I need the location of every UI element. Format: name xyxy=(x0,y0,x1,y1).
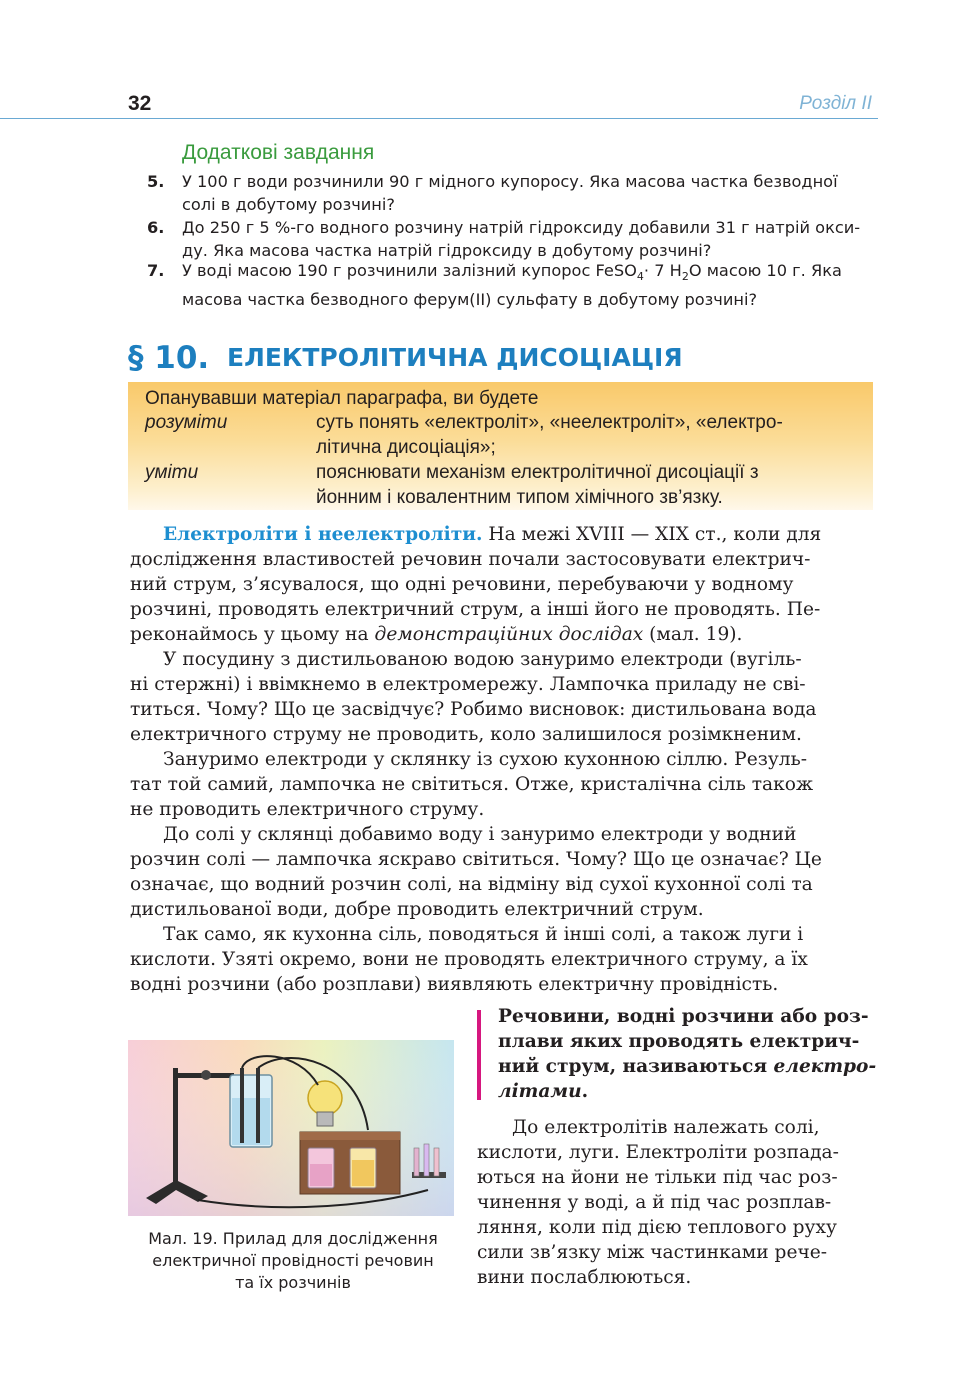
header-divider xyxy=(0,118,878,119)
definition-line: ний струм, називаються електро- xyxy=(498,1056,877,1077)
text-line: кислоти, луги. Електроліти розпада- xyxy=(477,1142,839,1163)
text-line: У посудину з дистильованою водою зануримо електроди (вугіль- xyxy=(163,649,802,670)
task-number: 6. xyxy=(147,218,165,237)
text-line: Так само, як кухонна сіль, поводяться й інші солі, а також луги і xyxy=(163,924,804,945)
goal-label-understand: розуміти xyxy=(145,412,228,433)
caption-line: Мал. 19. Прилад для дослідження xyxy=(148,1229,438,1248)
goal-text: літична дисоціація»; xyxy=(316,437,496,458)
text-line: кислоти. Узяті окремо, вони не проводять електричного струму, а їх xyxy=(130,949,808,970)
text-line: чинення у воді, а й під час розплав- xyxy=(477,1192,832,1213)
text-line: ний струм, з’ясувалося, що одні речовини, перебуваючи у водному xyxy=(130,574,794,595)
task-line: До 250 г 5 %-го водного розчину натрій гідроксиду добавили 31 г натрій окси- xyxy=(182,218,861,237)
text-line: Електроліти і неелектроліти. На межі XVIII — XIX ст., коли для xyxy=(163,524,822,545)
learning-goals-box xyxy=(128,382,873,510)
text-line: До солі у склянці добавимо воду і зануримо електроди у водний xyxy=(163,824,797,845)
text-line: водні розчини (або розплави) виявляють електричну провідність. xyxy=(130,974,779,995)
section-label: Розділ ІІ xyxy=(799,93,872,114)
figure-caption xyxy=(128,1228,458,1294)
caption-line: та їх розчинів xyxy=(235,1273,351,1292)
text-line: ються на йони не тільки під час роз- xyxy=(477,1167,838,1188)
goal-text: пояснювати механізм електролітичної дисоціації з xyxy=(316,462,759,483)
task-number: 5. xyxy=(147,172,165,191)
text-line: означає, що водний розчин солі, на відміну від сухої кухонної солі та xyxy=(130,874,813,895)
text-line: розчині, проводять електричний струм, а інші його не проводять. Пе- xyxy=(130,599,821,620)
definition-line: літами. xyxy=(498,1081,589,1102)
paragraph-heading xyxy=(128,340,683,376)
subheading-electrolytes: Електроліти і неелектроліти. xyxy=(163,524,483,545)
definition-line: плави яких проводять електрич- xyxy=(498,1031,860,1052)
task-line: У 100 г води розчинили 90 г мідного купоросу. Яка масова частка безводної xyxy=(182,172,838,191)
task-line: масова частка безводного ферум(ІІ) сульфату в добутому розчині? xyxy=(182,290,758,310)
task-line: солі в добутому розчині? xyxy=(182,195,395,214)
definition-accent-bar xyxy=(477,1010,481,1100)
additional-tasks-heading: Додаткові завдання xyxy=(182,141,375,164)
text-line: До електролітів належать солі, xyxy=(512,1117,820,1138)
text-line: не проводить електричного струму. xyxy=(130,799,485,820)
task-line: У воді масою 190 г розчинили залізний купорос FeSO$_4$· 7 $H_2O$ масою 10 г. Яка xyxy=(182,261,842,284)
text-line: вини послаблюються. xyxy=(477,1267,692,1288)
goal-text: суть понять «електроліт», «неелектроліт», «електро- xyxy=(316,412,783,433)
text-line: дослідження властивостей речовин почали застосовувати електрич- xyxy=(130,549,811,570)
definition-line: Речовини, водні розчини або роз- xyxy=(498,1006,869,1027)
task-number: 7. xyxy=(147,261,165,280)
goal-text: йонним і ковалентним типом хімічного зв’язку. xyxy=(316,487,723,508)
goals-intro: Опанувавши матеріал параграфа, ви будете xyxy=(145,388,539,409)
text-line: Зануримо електроди у склянку із сухою кухонною сіллю. Резуль- xyxy=(163,749,807,770)
goal-label-able: уміти xyxy=(145,462,199,483)
text-line: дистильованої води, добре проводить електричний струм. xyxy=(130,899,704,920)
paragraph-title: ЕЛЕКТРОЛІТИЧНА ДИСОЦІАЦІЯ xyxy=(227,343,683,372)
text-line: електричного струму не проводить, коло залишилося розімкненим. xyxy=(130,724,802,745)
text-line: ні стержні) і ввімкнемо в електромережу. Лампочка приладу не сві- xyxy=(130,674,806,695)
text-line: ляння, коли під дією теплового руху xyxy=(477,1217,837,1238)
paragraph-number: § 10. xyxy=(128,340,210,376)
caption-line: електричної провідності речовин xyxy=(152,1251,434,1270)
text-line: сили зв’язку між частинками рече- xyxy=(477,1242,828,1263)
text-line: титься. Чому? Що це засвідчує? Робимо висновок: дистильована вода xyxy=(130,699,817,720)
page-number: 32 xyxy=(128,92,152,115)
text-line: реконаймось у цьому на демонстраційних дослідах (мал. 19). xyxy=(130,624,743,645)
task-line: ду. Яка масова частка натрій гідроксиду в добутому розчині? xyxy=(182,241,712,260)
conductivity-apparatus-illustration xyxy=(128,1040,454,1216)
text-line: розчин солі — лампочка яскраво світиться. Чому? Що це означає? Це xyxy=(130,849,822,870)
text-line: тат той самий, лампочка не світиться. Отже, кристалічна сіль також xyxy=(130,774,814,795)
